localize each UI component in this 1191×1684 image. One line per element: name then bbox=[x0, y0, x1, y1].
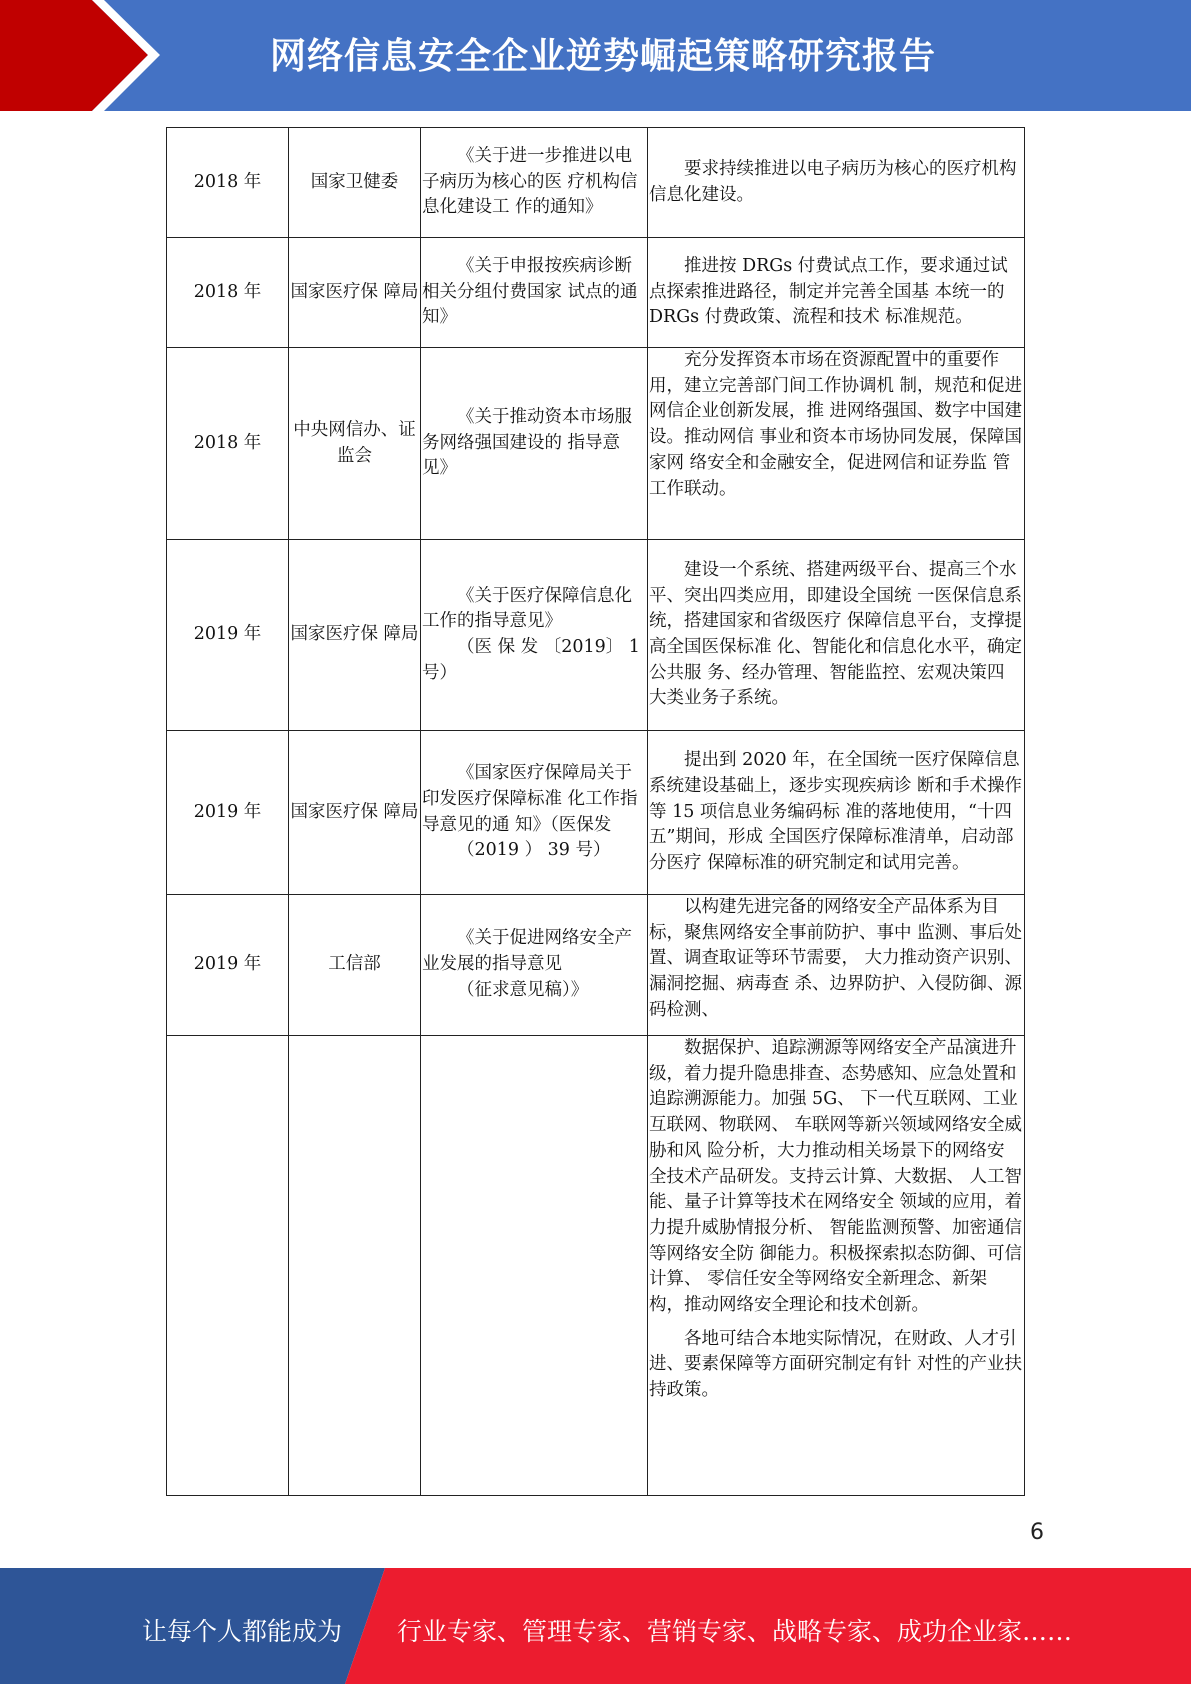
document-note: （征求意见稿）》 bbox=[457, 979, 589, 1000]
document-title: 《关于医疗保障信息化工作的指导意见》 bbox=[422, 585, 632, 632]
year-cell: 2018 年 bbox=[167, 238, 289, 348]
document-cell bbox=[421, 731, 648, 895]
content-paragraph: 数据保护、追踪溯源等网络安全产品演进升级，着力提升隐患排查、态势感知、应急处置和追踪溯源能力。加强 5G、 下一代互联网、工业互联网、物联网、 车联网等新兴领域网络安全威胁和风 险分析，大力推动相关场景下的网络安 全技术产品研发。支持云计算、大数据、 人工智能、量子计算等技术在网络安全 领域的应用，着力提升威胁情报分析、 智能监测预警、加密通信等网络安全防 御能力。积极探索拟态防御、可信计算、 零信任安全等网络安全新理念、新架 构，推动网络安全理论和技术创新。 bbox=[649, 1038, 1023, 1316]
footer-slogan-right: 行业专家、管理专家、营销专家、战略专家、成功企业家…… bbox=[397, 1617, 1073, 1646]
document-cell bbox=[421, 540, 648, 731]
page-footer bbox=[0, 1568, 1191, 1684]
document-title: 《国家医疗保障局关于印发医疗保障标准 化工作指导意见的通 知》（医保发 bbox=[422, 763, 638, 835]
document-number: （医 保 发 〔2019〕 1 号） bbox=[422, 637, 640, 683]
footer-slogan-left: 让每个人都能成为 bbox=[142, 1617, 343, 1646]
org-cell: 国家医疗保 障局 bbox=[289, 540, 421, 731]
content-paragraph: 推进按 DRGs 付费试点工作，要求通过试点探索推进路径，制定并完善全国基 本统一的 DRGs 付费政策、流程和技术 标准规范。 bbox=[649, 255, 1008, 328]
table-row bbox=[167, 238, 1025, 348]
document-cell bbox=[421, 348, 648, 540]
document-cell bbox=[421, 1036, 648, 1496]
document-title: 《关于申报按疾病诊断相关分组付费国家 试点的通知》 bbox=[422, 255, 638, 328]
document-title: 《关于推动资本市场服务网络强国建设的 指导意见》 bbox=[422, 406, 632, 479]
content-paragraph: 提出到 2020 年，在全国统一医疗保障信息系统建设基础上，逐步实现疾病诊 断和手术操作等 15 项信息业务编码标 准的落地使用，“十四五”期间，形成 全国医疗保障标准清单，启动部分医疗 保障标准的研究制定和试用完善。 bbox=[649, 750, 1023, 874]
content-paragraph: 以构建先进完备的网络安全产品体系为目标，聚焦网络安全事前防护、事中 监测、事后处置、调查取证等环节需要， 大力推动资产识别、漏洞挖掘、病毒查 杀、边界防护、入侵防御、源码检测、 bbox=[649, 897, 1023, 1020]
year-cell: 2019 年 bbox=[167, 540, 289, 731]
content-cell bbox=[648, 540, 1025, 731]
content-cell bbox=[648, 895, 1025, 1036]
content-cell bbox=[648, 731, 1025, 895]
document-title: 《关于促进网络安全产业发展的指导意见 bbox=[422, 928, 632, 975]
table-row bbox=[167, 128, 1025, 238]
table-row bbox=[167, 348, 1025, 540]
year-cell: 2019 年 bbox=[167, 731, 289, 895]
year-cell: 2018 年 bbox=[167, 128, 289, 238]
content-cell bbox=[648, 348, 1025, 540]
document-cell bbox=[421, 895, 648, 1036]
table-row bbox=[167, 540, 1025, 731]
year-cell: 2019 年 bbox=[167, 895, 289, 1036]
content-cell bbox=[648, 1036, 1025, 1496]
content-paragraph: 要求持续推进以电子病历为核心的医疗机构信息化建设。 bbox=[649, 158, 1017, 205]
document-title: 《关于进一步推进以电子病历为核心的医 疗机构信息化建设工 作的通知》 bbox=[422, 145, 638, 218]
document-cell bbox=[421, 128, 648, 238]
content-cell bbox=[648, 128, 1025, 238]
org-cell: 工信部 bbox=[289, 895, 421, 1036]
org-cell: 中央网信办、证监会 bbox=[289, 348, 421, 540]
org-cell: 国家医疗保 障局 bbox=[289, 238, 421, 348]
table-row bbox=[167, 895, 1025, 1036]
content-paragraph: 充分发挥资本市场在资源配置中的重要作用，建立完善部门间工作协调机 制，规范和促进网信企业创新发展，推 进网络强国、数字中国建设。推动网信 事业和资本市场协同发展，保障国家网 络安全和金融安全，促进网信和证券监 管工作联动。 bbox=[649, 350, 1023, 499]
table-row bbox=[167, 1036, 1025, 1496]
org-cell: 国家医疗保 障局 bbox=[289, 731, 421, 895]
content-paragraph: 建设一个系统、搭建两级平台、提高三个水平、突出四类应用，即建设全国统 一医保信息系统，搭建国家和省级医疗 保障信息平台，支撑提高全国医保标准 化、智能化和信息化水平，确定公共服 务、经办管理、智能监控、宏观决策四 大类业务子系统。 bbox=[649, 559, 1023, 709]
content-paragraph: 各地可结合本地实际情况，在财政、人才引进、要素保障等方面研究制定有针 对性的产业扶持政策。 bbox=[649, 1328, 1023, 1401]
content-cell bbox=[648, 238, 1025, 348]
year-cell: 2018 年 bbox=[167, 348, 289, 540]
report-title: 网络信息安全企业逆势崛起策略研究报告 bbox=[270, 36, 937, 77]
document-cell bbox=[421, 238, 648, 348]
year-cell bbox=[167, 1036, 289, 1496]
org-cell bbox=[289, 1036, 421, 1496]
page-number: 6 bbox=[1030, 1520, 1044, 1545]
table-row bbox=[167, 731, 1025, 895]
policy-table bbox=[166, 127, 1025, 1496]
org-cell: 国家卫健委 bbox=[289, 128, 421, 238]
page-header bbox=[0, 0, 1191, 111]
document-number: （2019 ） 39 号） bbox=[457, 840, 611, 861]
